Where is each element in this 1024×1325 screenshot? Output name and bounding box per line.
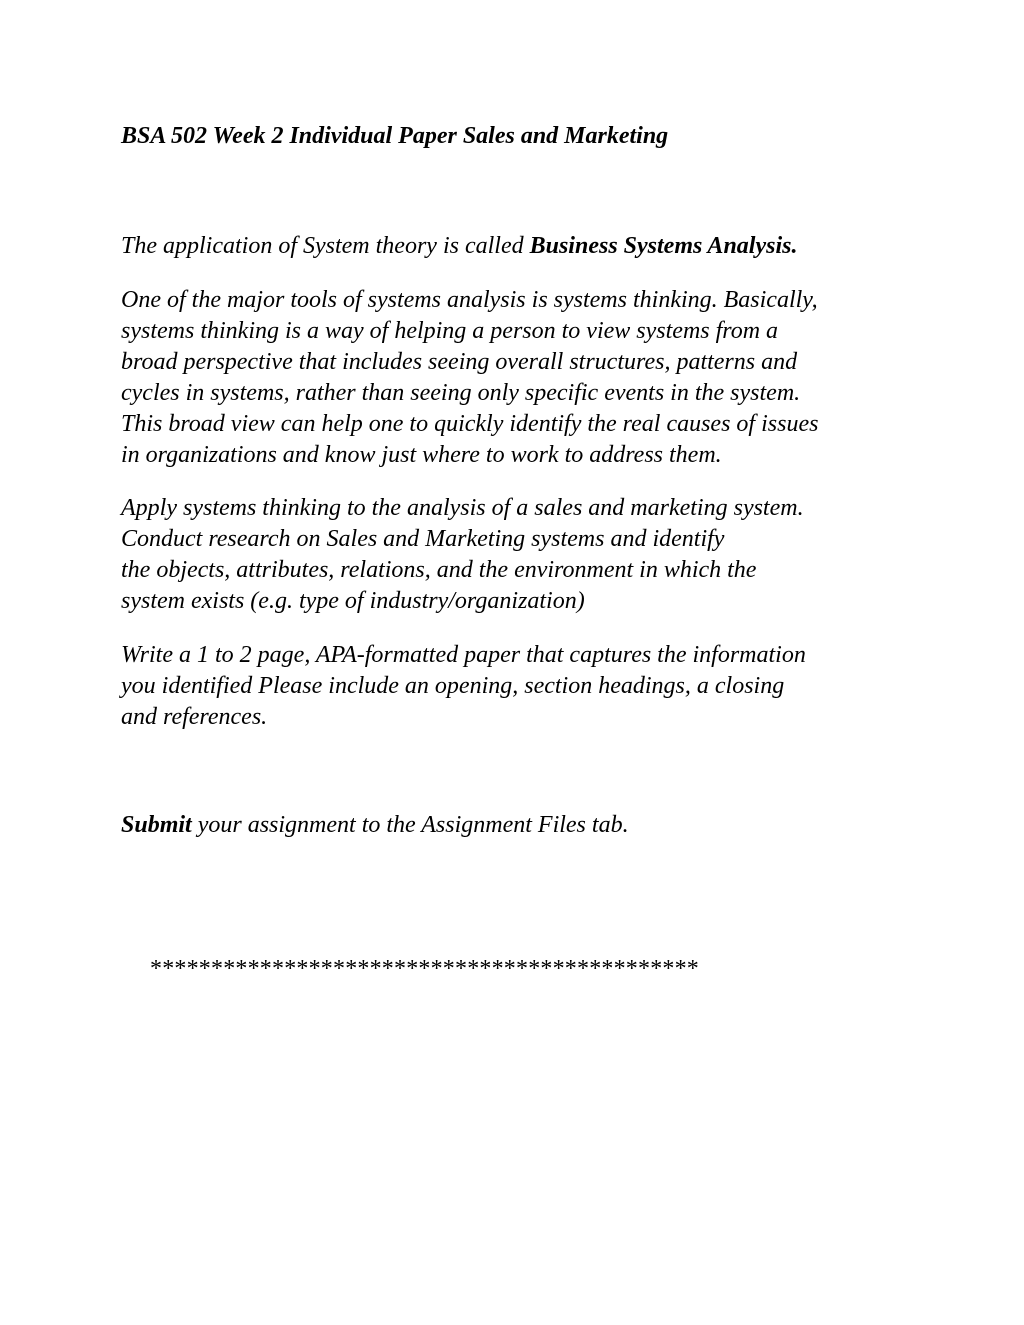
paragraph-line: Write a 1 to 2 page, APA-formatted paper that captures the information: [121, 642, 806, 668]
submit-instruction: [121, 810, 629, 841]
paragraph-line: cycles in systems, rather than seeing only specific events in the system.: [121, 380, 801, 406]
paragraph-line: system exists (e.g. type of industry/organization): [121, 588, 585, 614]
intro-line: [121, 231, 797, 262]
intro-bold-term: Business Systems Analysis.: [529, 233, 798, 259]
submit-line: [121, 810, 629, 841]
paragraph-line: Apply systems thinking to the analysis of a sales and marketing system.: [121, 495, 804, 521]
paragraph-line: This broad view can help one to quickly identify the real causes of issues: [121, 411, 819, 437]
paragraph-line: you identified Please include an opening, section headings, a closing: [121, 673, 785, 699]
intro-paragraph: [121, 231, 797, 262]
paragraph-line: the objects, attributes, relations, and the environment in which the: [121, 557, 757, 583]
paragraph-line: Conduct research on Sales and Marketing systems and identify: [121, 526, 725, 552]
intro-text: The application of System theory is called: [121, 233, 530, 259]
submit-text: your assignment to the Assignment Files tab.: [191, 812, 629, 838]
submit-bold-word: Submit: [121, 812, 192, 838]
apply-paragraph: [121, 493, 804, 617]
asterisk-separator: *********************************************: [150, 956, 699, 982]
document-title: BSA 502 Week 2 Individual Paper Sales and Marketing: [121, 123, 669, 149]
systems-thinking-paragraph: [121, 285, 818, 471]
paragraph-line: broad perspective that includes seeing overall structures, patterns and: [121, 349, 798, 375]
write-paragraph: [121, 640, 806, 733]
paragraph-line: systems thinking is a way of helping a person to view systems from a: [121, 318, 779, 344]
paragraph-line: and references.: [121, 704, 268, 730]
paragraph-line: in organizations and know just where to work to address them.: [121, 442, 722, 468]
paragraph-line: One of the major tools of systems analysis is systems thinking. Basically,: [121, 287, 818, 313]
